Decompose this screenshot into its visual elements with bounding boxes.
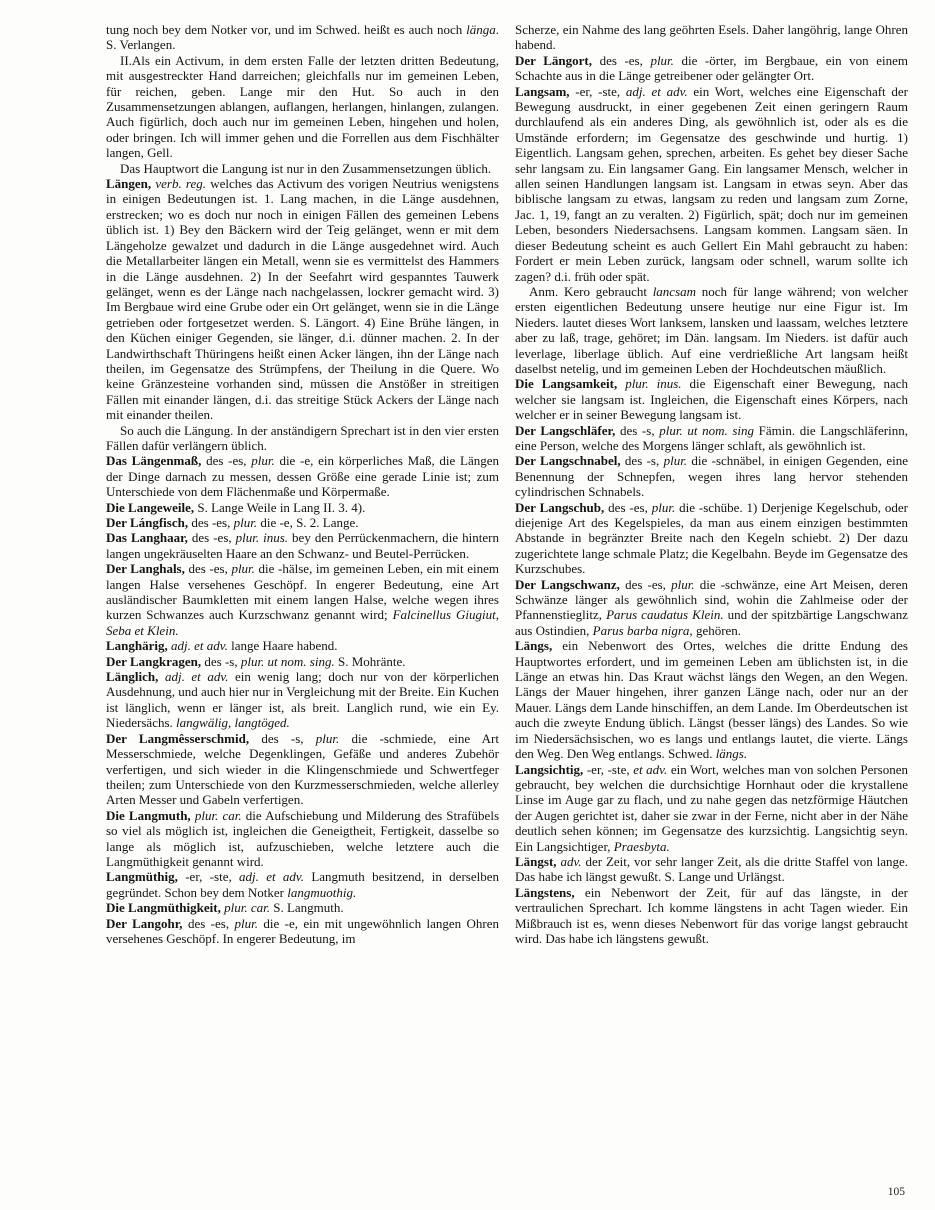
entry-text: langmuothig. [287, 884, 357, 900]
entry-text: Parus barba nigra, [592, 622, 693, 638]
page-number: 105 [887, 1186, 905, 1198]
entry-text: des -es, [592, 52, 651, 68]
entry-text: die -e, ein körperliches Maß, die Längen der Dinge darnach zu messen, dessen Größe eine gerade Linie ist; zum Unterschiede von dem Flächenmaße und Körpermaße. [106, 453, 499, 500]
entry-text: plur. ut nom. sing. [240, 653, 335, 669]
entry-headword: Der Langohr, [106, 915, 183, 931]
entry-text: -er, -ste, [569, 83, 626, 99]
entry-paragraph [106, 916, 499, 947]
entry-headword: Längs, [515, 638, 553, 654]
entry-text: die -schübe. 1) Derjenige Kegelschub, oder diejenige Art des Kegelspieles, da man aus einem einzigen bestimmten Abstande in begränzter Breite nach den Kegeln schiebt. 2) Der dazu zugerichtete lange schmale Platz; die Kegelbahn. Beyde im Gegensatze des Kurzschubes. [515, 499, 908, 577]
entry-text: die -schnäbel, in einigen Gegenden, eine Benennung der Schnepfen, wegen ihres lang hervor stehenden cylindrischen Schnabels. [515, 453, 909, 500]
entry-text: plur. [315, 730, 340, 746]
entry-headword: Der Langschnabel, [515, 453, 621, 469]
entry-text: verb. reg. [155, 176, 207, 192]
entry-headword: Langsichtig, [515, 761, 584, 777]
entry-text: die Aufschiebung und Milderung des Strafübels so viel als möglich ist, ingleichen die Geneigtheit, Fertigkeit, dasselbe so lange als möglich ist, aufzuschieben, welche letztere auch die Langmüthigkeit genannt wird. [106, 807, 499, 869]
entry-headword: Länglich, [106, 669, 159, 685]
entry-paragraph [515, 500, 908, 577]
entry-paragraph [106, 530, 499, 561]
entry-headword: Die Langmüthigkeit, [106, 900, 221, 916]
entry-text: ein Wort, welches man von solchen Personen gebraucht, bey welchen die durchsichtige Hornhaut oder die krystallene Linse im Auge gar zu flach, und zu nahe gegen das netzförmige Häutchen der Augen gerichtet ist, daher sie zwar in der Ferne, nicht aber in der Nähe deutlich sehen können; im Gegensatze des kurzsichtig. Langsichtig seyn. Ein Langsichtiger, [515, 761, 909, 854]
entry-paragraph [515, 885, 908, 947]
entry-text: plur. [650, 52, 674, 68]
entry-text: gehören. [692, 622, 742, 638]
entry-headword: Die Langmuth, [106, 807, 191, 823]
entry-headword: Langhärig, [106, 638, 168, 654]
entry-paragraph [106, 161, 499, 176]
entry-text: die -schmiede, eine Art Messerschmiede, welche Degenklingen, Gefäße und anderes Zubehör verfertigen, und sich wieder in die Klingenschmiede und Schwertfeger theilen; zum Unterschiede von den Kurzmesserschmieden, welche allerley Arten Messer und Gabeln verfertigen. [106, 730, 499, 808]
entry-text: -er, -ste, [583, 761, 634, 777]
entry-paragraph [106, 654, 499, 669]
entry-paragraph [106, 53, 499, 161]
entry-text: Das Hauptwort die Langung ist nur in den Zusammensetzungen üblich. [120, 160, 492, 176]
entry-paragraph [515, 84, 908, 284]
entry-paragraph [515, 53, 908, 84]
entry-paragraph [106, 515, 499, 530]
entry-headword: Der Langkragen, [106, 653, 202, 669]
entry-headword: Der Langmêsserschmid, [106, 730, 250, 746]
entry-text: noch für lange während; von welcher ersten eigentlichen Bedeutung unsere heutige nur eine Figur ist. Im Nieders. lautet dieses Wort lanksem, lansken und laassam, welches letztere aber zu laß, trage, gehöret; im Dän. langsam. Im Nieders. ist dafür auch leverlage, liberlage üblich. Auf eine verdrießliche Art langsam heißt daselbst netelig, und im gemeinen Leben der Hochdeutschen mäußlich. [515, 283, 908, 376]
entry-text: der Zeit, vor sehr langer Zeit, als die dritte Staffel von lange. Das habe ich längst gewußt. S. Lange und Urlängst. [515, 853, 909, 885]
entry-text: des -es, [184, 561, 232, 577]
entry-text: Praesbyta. [613, 838, 670, 854]
entry-text: des -es, [187, 530, 236, 546]
entry-text: ein Nebenwort des Ortes, welches die dritte Endung des Hauptwortes erfordert, und im gemeinen Leben am üblichsten ist, in die Länge an etwas hin. Das Kraut wächst längs den Wegen, an den Wegen. Längs der Mauer hingehen, ihrer ganzen Länge nach, oder nur an der Mauer. Längs dem Lande hinschiffen, an dem Lande. Im Oberdeutschen ist auch die zweyte Endung üblich. Längst (besser längs) des Landes. So wie im Niedersächsischen, wo es langs und entlangs lautet, die vierte. Längs den Weg. Den Weg entlangs. Schwed. [515, 638, 908, 762]
entry-paragraph [515, 638, 908, 761]
entry-text: des -s, [249, 730, 316, 746]
entry-text: des -s, [620, 453, 664, 469]
entry-paragraph [106, 731, 499, 808]
entry-headword: Der Längort, [515, 52, 593, 68]
entry-headword: Langmüthig, [106, 869, 178, 885]
entry-headword: Der Langschub, [515, 499, 605, 515]
entry-text: des -s, [201, 653, 241, 669]
entry-headword: Längen, [106, 176, 152, 192]
entry-headword: Der Langhals, [106, 561, 185, 577]
entry-paragraph [515, 22, 908, 53]
entry-text: die -schwänze, eine Art Meisen, deren Schwänze länger als gewöhnlich sind, wohin die Zahlmeise oder der Pfannenstieglitz, [515, 576, 908, 623]
entry-text: plur. [651, 499, 676, 515]
entry-paragraph [106, 900, 499, 915]
entry-headword: Der Lángfisch, [106, 515, 189, 530]
entry-text: bey den Perrückenmachern, die hintern langen ungekräuselten Haare an den Schwanz- und Beutel-Perrücken. [106, 530, 499, 561]
entry-text: . S. Verlangen. [106, 22, 499, 53]
entry-text: ein Nebenwort der Zeit, für auf das längste, in der vertraulichen Sprechart. Ich komme längstens in acht Tagen wieder. Ein Mißbrauch ist es, wenn dieses Nebenwort für das vorige langst gebraucht wird. Das habe ich längstens gewußt. [515, 884, 908, 946]
entry-text: des -es, [182, 915, 235, 931]
entry-text: des -es, [619, 576, 672, 592]
entry-headword: Der Langschwanz, [515, 576, 620, 592]
entry-paragraph [515, 453, 908, 499]
entry-text: adj. et adv. [625, 83, 688, 99]
entry-text: S. Lange Weile in Lang II. 3. 4). [194, 499, 366, 515]
entry-headword: Der Langschläfer, [515, 422, 616, 438]
entry-text: lancsam [652, 283, 697, 299]
entry-text: Falcinellus Giugiut, Seba et Klein. [106, 607, 499, 638]
entry-text: die Eigenschaft einer Bewegung, nach welcher sie langsam ist. Ingleichen, die Eigenschaft eines Körpers, nach welcher er in seiner Bewegung langsam ist. [515, 376, 909, 423]
entry-text: länga [466, 22, 496, 37]
entry-text: lange Haare habend. [227, 638, 338, 654]
entry-text: ein wenig lang; doch nur von der körperlichen Ausdehnung, und auch hier nur in Vergleichung mit der Breite. Ein Kuchen ist länglich, wenn er länger ist, als breit. Langlich rund, wie ein Ey. Niedersächs. [106, 669, 499, 731]
entry-text: Scherze, ein Nahme des lang geöhrten Esels. Daher langöhrig, lange Ohren habend. [515, 22, 908, 53]
entry-paragraph [106, 869, 499, 900]
entry-paragraph [106, 453, 499, 499]
entry-headword: Langsam, [515, 83, 570, 99]
entry-paragraph [106, 22, 499, 53]
entry-paragraph [515, 376, 908, 422]
entry-text: längs. [715, 746, 748, 762]
entry-headword: Längstens, [515, 884, 575, 900]
entry-paragraph [515, 854, 908, 885]
entry-text [617, 376, 625, 391]
entry-text: adj. et adv. [239, 869, 304, 885]
entry-text: plur. [234, 915, 258, 931]
entry-text: plur. [231, 561, 255, 577]
entry-paragraph [515, 423, 908, 454]
entry-text: die -e, S. 2. Lange. [257, 515, 359, 530]
entry-text: plur. [233, 515, 258, 530]
entry-text: Fämin. die Langschläferinn, eine Person, welche des Morgens länger schlaft, als gewöhnlich ist. [515, 422, 908, 453]
entry-text: plur. car. [194, 807, 242, 823]
entry-text: langwälig, langtöged. [176, 715, 290, 731]
entry-paragraph [106, 176, 499, 423]
entry-text: S. Langmuth. [269, 900, 344, 916]
entry-text: tung noch bey dem Notker vor, und im Schwed. heißt es auch noch [106, 22, 467, 37]
entry-text: plur. car. [224, 900, 270, 916]
left-column [106, 22, 499, 946]
entry-text: die -hälse, im gemeinen Leben, ein mit einem langen Halse versehenes Geschöpf. In engerer Bedeutung, eine Art ausländischer Baumkletten mit einem langen Halse, welche wegen ihres kurzen Schwanzes auch Kurzschwanz genannt wird; [106, 561, 499, 623]
entry-text: plur. inus. [235, 530, 289, 546]
entry-text: die -örter, im Bergbaue, ein von einem Schachte aus in die Länge getreibener oder gelängter Ort. [515, 52, 908, 84]
entry-paragraph [106, 561, 499, 638]
entry-headword: Die Langsamkeit, [515, 376, 618, 392]
entry-text: des -es, [188, 515, 234, 530]
entry-headword: Längst, [515, 853, 557, 869]
entry-text: adv. [560, 853, 582, 869]
entry-text: und der spitzbärtige Langschwanz aus Ostindien, [515, 607, 908, 638]
entry-text: plur. [671, 576, 695, 592]
two-column-layout [106, 22, 909, 946]
entry-paragraph [106, 669, 499, 731]
entry-text: Langmuth besitzend, in derselben gegründet. Schon bey dem Notker [106, 869, 499, 900]
entry-text: -er, -ste, [177, 869, 240, 885]
right-column [515, 22, 908, 946]
entry-paragraph [106, 638, 499, 653]
entry-text: des -s, [615, 422, 660, 438]
entry-text: Anm. Kero gebraucht [529, 283, 653, 299]
entry-text: des -es, [201, 453, 252, 469]
entry-paragraph [515, 284, 908, 376]
entry-text: So auch die Längung. In der anständigern Sprechart ist in den vier ersten Fällen dafür verlängern üblich. [106, 422, 499, 453]
entry-text: adj. et adv. [171, 638, 228, 654]
entry-text: S. Mohränte. [334, 653, 406, 669]
entry-text: Parus caudatus Klein. [606, 607, 724, 623]
entry-text: II.Als ein Activum, in dem ersten Falle der letzten dritten Bedeutung, mit ausgestreckter Hand darreichen; gleichfalls nur im gemeinen Leben, für reichen, geben. Lange mir den Hut. So auch in den Zusammensetzungen ablangen, auflangen, herlangen, hinlangen, zulangen. Auch figürlich, doch auch nur im gemeinen Leben, hingehen und holen, oder bringen. Ich will immer gehen und die Forrellen aus dem Fischhälter langen, Gell. [106, 52, 499, 161]
entry-paragraph [106, 423, 499, 454]
entry-headword: Das Längenmaß, [106, 453, 202, 469]
entry-text: welches das Activum des vorigen Neutrius wenigstens in einigen Bedeutungen ist. 1. Lang machen, in die Länge ausdehnen, erstrecken; wo es doch nur noch in einigen Fällen des gemeinen Lebens üblich ist. 1) Bey den Bäckern wird der Teig gelänget, wenn er mit dem Längeholze gewalzet und dadurch in die Länge ausgedehnet wird. Auch die Metallarbeiter längen ein Metall, wenn sie es vermittelst des Hammers in die Länge ausdehnen. 2) In der Seefahrt wird gespanntes Tauwerk gelänget, wenn es der Länge nach nachgelassen, lockrer gemacht wird. 3) Im Bergbaue wird eine Grube oder ein Ort gelänget, wenn sie in die Länge getrieben oder fortgesetzet werden. S. Längort. 4) Eine Brühe längen, in den Küchen einiger Gegenden, sie länger, d.i. dünner machen. 2. In der Landwirthschaft Thüringens heißt einen Acker längen, ihn der Länge nach theilen, im Gegensatze des Strümpfens, der Theilung in die Quere. Wo keine Gränzesteine vorhanden sind, müssen die Anstößer in streitigen Fällen mit einander längen, d.i. das streitige Stück Ackers der Länge nach mit einander theilen. [106, 176, 499, 423]
entry-headword: Das Langhaar, [106, 530, 188, 546]
entry-text [158, 669, 165, 684]
entry-text: plur. [663, 453, 688, 469]
entry-text: plur. inus. [625, 376, 682, 392]
entry-text: plur. [251, 453, 275, 469]
entry-text: plur. ut nom. sing [659, 422, 755, 438]
entry-paragraph [106, 500, 499, 515]
entry-text: ein Wort, welches eine Eigenschaft der Bewegung ausdruckt, in einer gegebenen Zeit einen geringern Raum durchlaufend als ein anderes Ding, als gewöhnlich ist, oder als es die Umstände erfordern; im Gegensatze des geschwinde und hurtig. 1) Eigentlich. Langsam gehen, sprechen, arbeiten. Es gehet bey dieser Sache sehr langsam zu. Ein langsamer Gang. Ein langsamer Mensch, welcher in allen seinen Handlungen langsam ist. Langsam in etwas seyn. Aber das biblische langsam zu etwas, langsam zu reden und langsam zum Zorne, Jac. 1, 19, fangt an zu veralten. 2) Figürlich, spät; doch nur im gemeinen Leben, besonders Niedersachsens. Langsam kommen. Langsam säen. In dieser Bedeutung scheint es auch Gellert Ein Mahl gebraucht zu haben: Fordert er mein Leben zurück, langsam oder schnell, warum sollte ich zagen? d.i. früh oder spät. [515, 83, 908, 284]
entry-paragraph [515, 577, 908, 639]
entry-text: et adv. [633, 761, 668, 777]
entry-paragraph [106, 808, 499, 870]
entry-headword: Die Langeweile, [106, 499, 195, 515]
entry-text: adj. et adv. [164, 669, 229, 685]
entry-paragraph [515, 762, 908, 854]
entry-text: die -e, ein mit ungewöhnlich langen Ohren versehenes Geschöpf. In engerer Bedeutung, im [106, 915, 499, 946]
entry-text: des -es, [604, 499, 652, 515]
